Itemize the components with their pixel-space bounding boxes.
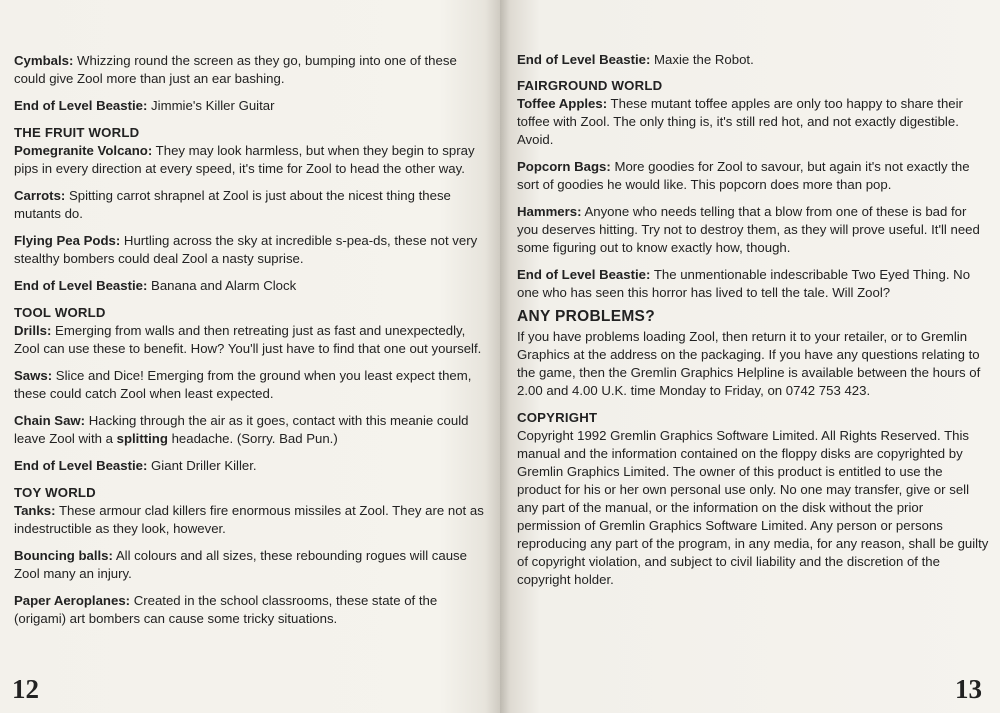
entry-text: Created in the school classrooms, these state of the (origami) art bombers can cause some tricky situations. bbox=[14, 593, 438, 626]
beastie-entry bbox=[14, 457, 486, 475]
entry-text: Slice and Dice! Emerging from the ground when you least expect them, these could catch Zool when least expected. bbox=[14, 368, 472, 401]
entry-text: Anyone who needs telling that a blow from one of these is bad for you deserves hitting. Try not to destroy them, as they will prove useful. It'll need some figuring out to know exactly how, though. bbox=[517, 204, 980, 255]
entry-term: Popcorn Bags: bbox=[517, 159, 611, 174]
peapods-entry bbox=[14, 232, 486, 268]
entry-text: Emerging from walls and then retreating just as fast and unexpectedly, Zool can use these to benefit. How? You'll just have to find that one out yourself. bbox=[14, 323, 482, 356]
entry-term: Tanks: bbox=[14, 503, 56, 518]
world-heading-tool: TOOL WORLD bbox=[14, 305, 106, 320]
entry-text: headache. (Sorry. Bad Pun.) bbox=[167, 431, 338, 446]
entry-term: End of Level Beastie: bbox=[517, 267, 651, 282]
page-number: 13 bbox=[955, 674, 982, 704]
entry-text: More goodies for Zool to savour, but again it's not exactly the sort of goodies he would like. This popcorn does more than pop. bbox=[517, 159, 970, 192]
section-heading-problems: ANY PROBLEMS? bbox=[517, 308, 655, 325]
entry-term: End of Level Beastie: bbox=[14, 278, 148, 293]
problems-text: If you have problems loading Zool, then return it to your retailer, or to Gremlin Graphics at the address on the packaging. If you have any questions relating to the game, then the Gremlin Graphics Helpline is available between the hours of 2.00 and 4.00 U.K. time Monday to Friday, on 0742 753 423. bbox=[517, 329, 981, 398]
entry-term: Chain Saw: bbox=[14, 413, 86, 428]
entry-text: All colours and all sizes, these rebounding rogues will cause Zool many an injury. bbox=[14, 548, 467, 581]
left-column bbox=[14, 52, 486, 637]
beastie-entry bbox=[517, 266, 989, 302]
entry-text: Hurtling across the sky at incredible s-pea-ds, these not very stealthy bombers could deal Zool a nasty suprise. bbox=[14, 233, 478, 266]
entry-text: Maxie the Robot. bbox=[650, 52, 754, 67]
chainsaw-entry bbox=[14, 412, 486, 448]
beastie-entry bbox=[14, 97, 486, 115]
entry-text: Whizzing round the screen as they go, bumping into one of these could give Zool more than just an ear bashing. bbox=[14, 53, 457, 86]
section-heading-copyright: COPYRIGHT bbox=[517, 410, 598, 425]
aeroplanes-entry bbox=[14, 592, 486, 628]
entry-term: End of Level Beastie: bbox=[14, 98, 148, 113]
entry-emphasis: splitting bbox=[116, 431, 168, 446]
right-page bbox=[500, 0, 1000, 713]
entry-text: They may look harmless, but when they begin to spray pips in every direction at every speed, it's time for Zool to head the other way. bbox=[14, 143, 475, 176]
right-column bbox=[517, 51, 989, 598]
copyright-text: Copyright 1992 Gremlin Graphics Software Limited. All Rights Reserved. This manual and the information contained on the floppy disks are copyrighted by Gremlin Graphics Limited. The owner of this product is entitled to use the product for his or her own personal use only. No one may transfer, give or sell any part of the manual, or the information on the disk without the prior permission of Gremlin Graphics Software Limited. Any person or persons reproducing any part of the program, in any media, for any reason, shall be guilty of copyright violation, and subject to civil liability and the discretion of the copyright holder. bbox=[517, 428, 989, 587]
world-heading-fairground: FAIRGROUND WORLD bbox=[517, 78, 663, 93]
cymbals-entry bbox=[14, 52, 486, 88]
tanks-entry bbox=[14, 502, 486, 538]
entry-term: Pomegranite Volcano: bbox=[14, 143, 153, 158]
entry-term: End of Level Beastie: bbox=[517, 52, 651, 67]
beastie-entry bbox=[14, 277, 486, 295]
entry-term: Hammers: bbox=[517, 204, 582, 219]
entry-term: Carrots: bbox=[14, 188, 66, 203]
world-heading-toy: TOY WORLD bbox=[14, 485, 96, 500]
entry-text: Giant Driller Killer. bbox=[147, 458, 257, 473]
entry-term: Bouncing balls: bbox=[14, 548, 113, 563]
world-heading-fruit: THE FRUIT WORLD bbox=[14, 125, 140, 140]
entry-text: Banana and Alarm Clock bbox=[147, 278, 297, 293]
hammers-entry bbox=[517, 203, 989, 257]
toffee-entry bbox=[517, 95, 989, 149]
entry-term: Paper Aeroplanes: bbox=[14, 593, 131, 608]
entry-term: Saws: bbox=[14, 368, 53, 383]
carrots-entry bbox=[14, 187, 486, 223]
balls-entry bbox=[14, 547, 486, 583]
entry-text: Jimmie's Killer Guitar bbox=[147, 98, 275, 113]
saws-entry bbox=[14, 367, 486, 403]
drills-entry bbox=[14, 322, 486, 358]
entry-term: Flying Pea Pods: bbox=[14, 233, 121, 248]
page-number: 12 bbox=[12, 674, 39, 704]
pomegranite-entry bbox=[14, 142, 486, 178]
entry-text: Hacking through the air as it goes, contact with this meanie could leave Zool with a bbox=[14, 413, 469, 446]
beastie-entry bbox=[517, 51, 989, 69]
popcorn-entry bbox=[517, 158, 989, 194]
entry-term: End of Level Beastie: bbox=[14, 458, 148, 473]
entry-text: These mutant toffee apples are only too happy to share their toffee with Zool. The only thing is, it's still red hot, and not exactly digestible. Avoid. bbox=[517, 96, 963, 147]
entry-text: Spitting carrot shrapnel at Zool is just about the nicest thing these mutants do. bbox=[14, 188, 451, 221]
entry-term: Drills: bbox=[14, 323, 52, 338]
entry-text: These armour clad killers fire enormous missiles at Zool. They are not as indestructible as they look, however. bbox=[14, 503, 484, 536]
entry-term: Toffee Apples: bbox=[517, 96, 608, 111]
entry-term: Cymbals: bbox=[14, 53, 74, 68]
entry-text: The unmentionable indescribable Two Eyed Thing. No one who has seen this horror has lived to tell the tale. Will Zool? bbox=[517, 267, 971, 300]
